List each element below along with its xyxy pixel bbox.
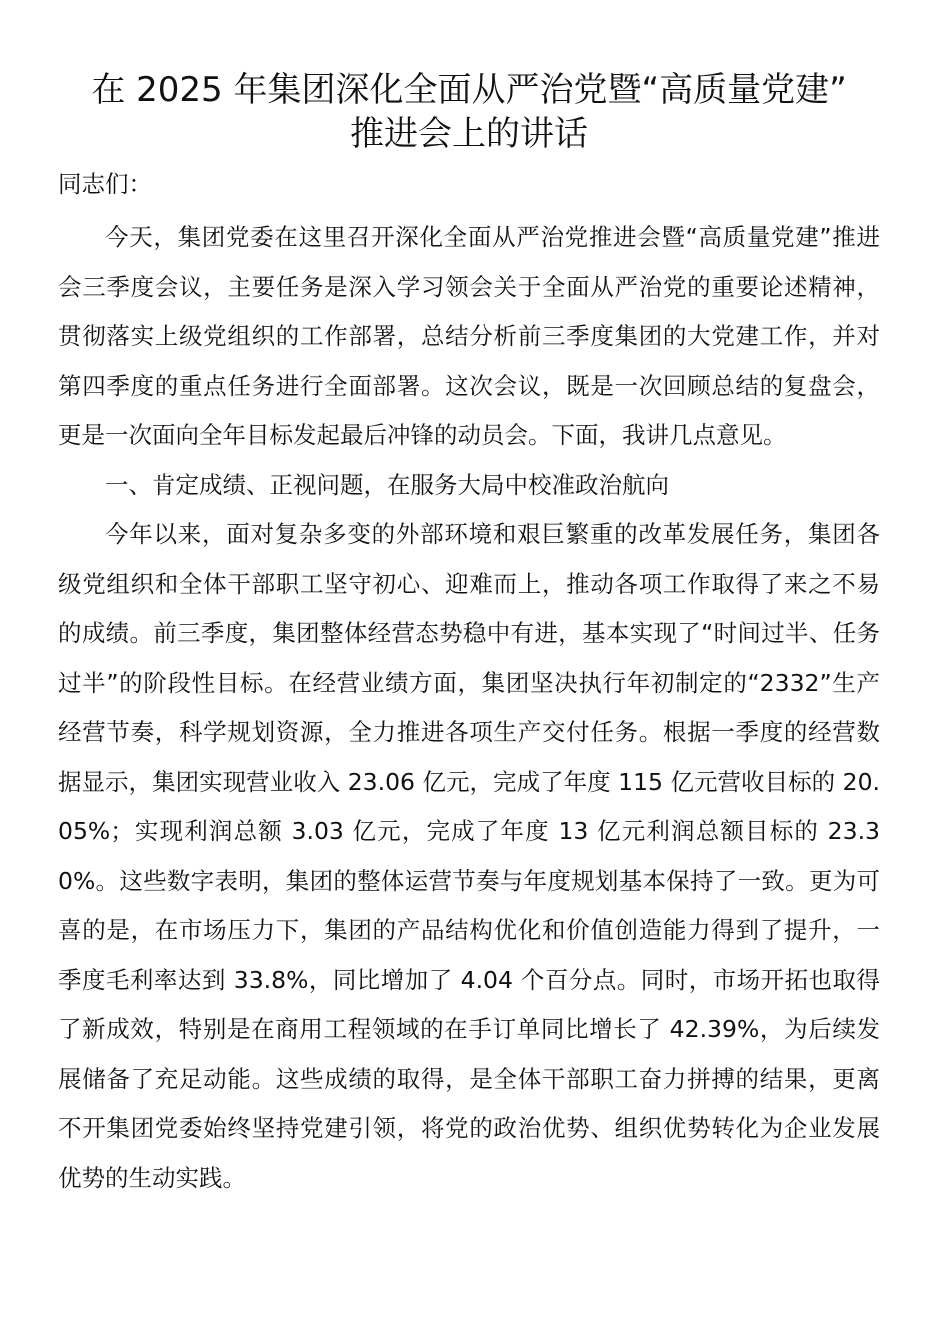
document-page: [58, 68, 880, 1203]
salutation: 同志们：: [58, 170, 152, 198]
opening-paragraph: 今天，集团党委在这里召开深化全面从严治党推进会暨“高质量党建”推进会三季度会议，主要任务是深入学习领会关于全面从严治党的重要论述精神，贯彻落实上级党组织的工作部署，总结分析前三季度集团的大党建工作，并对第四季度的重点任务进行全面部署。这次会议，既是一次回顾总结的复盘会，更是一次面向全年目标发起最后冲锋的动员会。下面，我讲几点意见。: [58, 223, 880, 449]
document-title: [58, 68, 880, 156]
section-heading-1: 一、肯定成绩、正视问题，在服务大局中校准政治航向: [105, 470, 669, 499]
title-line-1: 在 2025 年集团深化全面从严治党暨“高质量党建”: [91, 70, 847, 110]
section-1-paragraph: 今年以来，面对复杂多变的外部环境和艰巨繁重的改革发展任务，集团各级党组织和全体干部职工坚守初心、迎难而上，推动各项工作取得了来之不易的成绩。前三季度，集团整体经营态势稳中有进，基本实现了“时间过半、任务过半”的阶段性目标。在经营业绩方面，集团坚决执行年初制定的“2332”生产经营节奏，科学规划资源，全力推进各项生产交付任务。根据一季度的经营数据显示，集团实现营业收入 23.06 亿元，完成了年度 115 亿元营收目标的 20.05%；实现利润总额 3.03 亿元，完成了年度 13 亿元利润总额目标的 23.30%。这些数字表明，集团的整体运营节奏与年度规划基本保持了一致。更为可喜的是，在市场压力下，集团的产品结构优化和价值创造能力得到了提升，一季度毛利率达到 33.8%，同比增加了 4.04 个百分点。同时，市场开拓也取得了新成效，特别是在商用工程领域的在手订单同比增长了 42.39%，为后续发展储备了充足动能。这些成绩的取得，是全体干部职工奋力拼搏的结果，更离不开集团党委始终坚持党建引领，将党的政治优势、组织优势转化为企业发展优势的生动实践。: [58, 520, 880, 1192]
title-line-2: 推进会上的讲话: [350, 114, 588, 154]
